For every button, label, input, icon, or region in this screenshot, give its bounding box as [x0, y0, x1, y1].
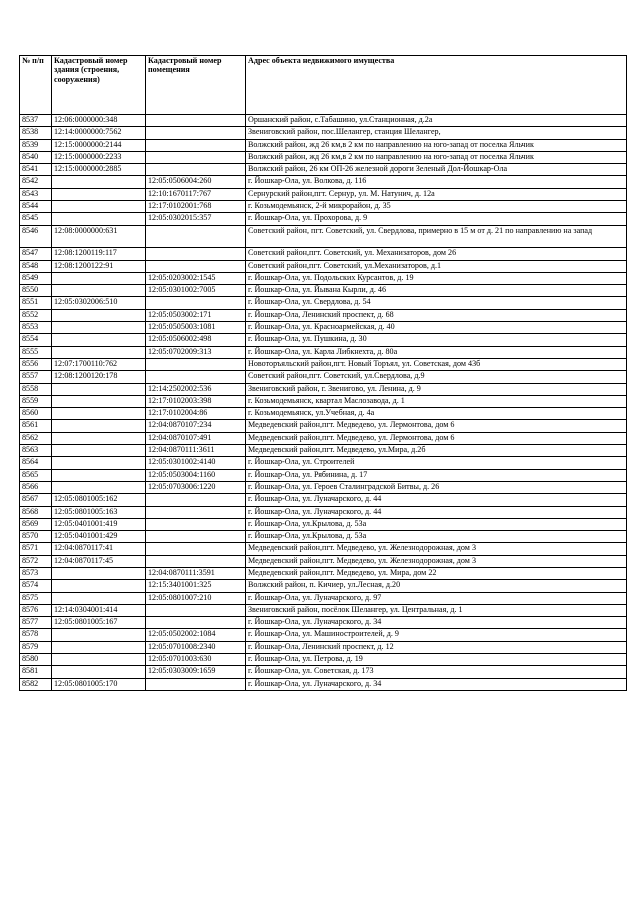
row-number: 8550 [20, 285, 52, 297]
property-address: Новоторъяльский район,пгт. Новый Торъял, ул. Советская, дом 43б [246, 358, 627, 370]
table-row [20, 543, 627, 555]
table-row [20, 580, 627, 592]
building-cadastral-number [52, 408, 146, 420]
property-address: Советский район,пгт. Советский, ул.Свердлова, д.9 [246, 371, 627, 383]
row-number: 8577 [20, 617, 52, 629]
property-address: г. Йошкар-Ола, ул. Йывана Кырли, д. 46 [246, 285, 627, 297]
room-cadastral-number [146, 494, 246, 506]
building-cadastral-number: 12:07:1700110:762 [52, 358, 146, 370]
property-address: Оршанский район, с.Табашино, ул.Станционная, д.2а [246, 115, 627, 127]
property-address: г. Йошкар-Ола, ул. Машиностроителей, д. 9 [246, 629, 627, 641]
property-address: Волжский район, жд 26 км,в 2 км по направлению на юго-запад от поселка Яльчик [246, 139, 627, 151]
table-row [20, 666, 627, 678]
table-row [20, 334, 627, 346]
room-cadastral-number: 12:05:0701008:2340 [146, 641, 246, 653]
property-address: Волжский район, п. Кичиер, ул.Лесная, д.20 [246, 580, 627, 592]
building-cadastral-number [52, 201, 146, 213]
table-row [20, 127, 627, 139]
room-cadastral-number: 12:10:1670117:767 [146, 188, 246, 200]
table-row [20, 481, 627, 493]
building-cadastral-number [52, 383, 146, 395]
row-number: 8573 [20, 567, 52, 579]
building-cadastral-number: 12:05:0801005:163 [52, 506, 146, 518]
row-number: 8538 [20, 127, 52, 139]
row-number: 8547 [20, 248, 52, 260]
row-number: 8581 [20, 666, 52, 678]
row-number: 8542 [20, 176, 52, 188]
row-number: 8540 [20, 151, 52, 163]
row-number: 8580 [20, 654, 52, 666]
room-cadastral-number [146, 225, 246, 248]
building-cadastral-number [52, 432, 146, 444]
room-cadastral-number: 12:05:0503002:171 [146, 309, 246, 321]
building-cadastral-number: 12:14:0304001:414 [52, 604, 146, 616]
building-cadastral-number: 12:08:1200120:178 [52, 371, 146, 383]
table-row [20, 592, 627, 604]
table-row [20, 678, 627, 690]
row-number: 8572 [20, 555, 52, 567]
property-address: г. Йошкар-Ола, ул. Строителей [246, 457, 627, 469]
room-cadastral-number: 12:05:0701003:630 [146, 654, 246, 666]
room-cadastral-number [146, 297, 246, 309]
room-cadastral-number: 12:05:0502002:1084 [146, 629, 246, 641]
table-row [20, 297, 627, 309]
row-number: 8563 [20, 445, 52, 457]
room-cadastral-number [146, 248, 246, 260]
building-cadastral-number [52, 641, 146, 653]
building-cadastral-number [52, 188, 146, 200]
table-row [20, 604, 627, 616]
header-address: Адрес объекта недвижимого имущества [246, 56, 627, 115]
header-num: № п/п [20, 56, 52, 115]
building-cadastral-number: 12:08:0000000:631 [52, 225, 146, 248]
table-row [20, 285, 627, 297]
room-cadastral-number: 12:05:0505003:1081 [146, 322, 246, 334]
row-number: 8552 [20, 309, 52, 321]
property-address: Медведевский район,пгт. Медведево, ул. Лермонтова, дом 6 [246, 432, 627, 444]
table-row [20, 309, 627, 321]
property-address: г. Йошкар-Ола, ул. Красноармейская, д. 40 [246, 322, 627, 334]
row-number: 8562 [20, 432, 52, 444]
room-cadastral-number [146, 260, 246, 272]
building-cadastral-number: 12:05:0801005:167 [52, 617, 146, 629]
building-cadastral-number [52, 567, 146, 579]
row-number: 8543 [20, 188, 52, 200]
row-number: 8567 [20, 494, 52, 506]
row-number: 8561 [20, 420, 52, 432]
header-room-cadastral: Кадастровый номер помещения [146, 56, 246, 115]
building-cadastral-number [52, 666, 146, 678]
property-registry-table [19, 55, 627, 691]
room-cadastral-number: 12:17:0102003:398 [146, 395, 246, 407]
table-row [20, 346, 627, 358]
room-cadastral-number: 12:05:0801007:210 [146, 592, 246, 604]
property-address: г. Йошкар-Ола, Ленинский проспект, д. 68 [246, 309, 627, 321]
property-address: Звениговский район, посёлок Шелангер, ул. Центральная, д. 1 [246, 604, 627, 616]
property-address: Звениговский район, пос.Шелангер, станция Шелангер, [246, 127, 627, 139]
property-address: Советский район,пгт. Советский, ул. Механизаторов, дом 26 [246, 248, 627, 260]
room-cadastral-number [146, 164, 246, 176]
room-cadastral-number: 12:05:0301002:4140 [146, 457, 246, 469]
table-row [20, 629, 627, 641]
row-number: 8558 [20, 383, 52, 395]
row-number: 8568 [20, 506, 52, 518]
property-address: Волжский район, 26 км ОП-26 железной дороги Зеленый Дол-Йошкар-Ола [246, 164, 627, 176]
table-row [20, 272, 627, 284]
property-address: г. Йошкар-Ола, ул. Луначарского, д. 34 [246, 678, 627, 690]
property-address: Советский район,пгт. Советский, ул.Механизаторов, д.1 [246, 260, 627, 272]
property-address: г. Йошкар-Ола, ул. Героев Сталинградской Битвы, д. 26 [246, 481, 627, 493]
property-address: г. Йошкар-Ола, ул. Петрова, д. 19 [246, 654, 627, 666]
property-address: г. Йошкар-Ола, ул. Луначарского, д. 44 [246, 506, 627, 518]
property-address: г. Йошкар-Ола, ул. Свердлова, д. 54 [246, 297, 627, 309]
building-cadastral-number: 12:15:0000000:2885 [52, 164, 146, 176]
table-row [20, 383, 627, 395]
table-row [20, 567, 627, 579]
table-row [20, 201, 627, 213]
row-number: 8553 [20, 322, 52, 334]
row-number: 8582 [20, 678, 52, 690]
building-cadastral-number [52, 309, 146, 321]
building-cadastral-number [52, 469, 146, 481]
row-number: 8545 [20, 213, 52, 225]
row-number: 8537 [20, 115, 52, 127]
property-address: Медведевский район,пгт. Медведево, ул. Лермонтова, дом 6 [246, 420, 627, 432]
property-address: г. Йошкар-Ола, ул. Подольских Курсантов, д. 19 [246, 272, 627, 284]
table-row [20, 432, 627, 444]
property-address: г. Йошкар-Ола, Ленинский проспект, д. 12 [246, 641, 627, 653]
room-cadastral-number: 12:04:0870107:491 [146, 432, 246, 444]
building-cadastral-number: 12:05:0801005:162 [52, 494, 146, 506]
table-row [20, 225, 627, 248]
table-row [20, 654, 627, 666]
room-cadastral-number: 12:05:0203002:1545 [146, 272, 246, 284]
property-address: г. Йошкар-Ола, ул. Карла Либкнехта, д. 80а [246, 346, 627, 358]
row-number: 8570 [20, 531, 52, 543]
room-cadastral-number: 12:04:0870111:3611 [146, 445, 246, 457]
row-number: 8555 [20, 346, 52, 358]
table-row [20, 518, 627, 530]
room-cadastral-number: 12:05:0506002:498 [146, 334, 246, 346]
room-cadastral-number: 12:05:0303009:1659 [146, 666, 246, 678]
room-cadastral-number: 12:05:0503004:1160 [146, 469, 246, 481]
table-row [20, 395, 627, 407]
table-row [20, 371, 627, 383]
building-cadastral-number: 12:15:0000000:2233 [52, 151, 146, 163]
table-row [20, 506, 627, 518]
room-cadastral-number [146, 371, 246, 383]
room-cadastral-number [146, 543, 246, 555]
table-row [20, 358, 627, 370]
building-cadastral-number: 12:05:0401001:429 [52, 531, 146, 543]
building-cadastral-number [52, 213, 146, 225]
room-cadastral-number [146, 531, 246, 543]
room-cadastral-number: 12:05:0703006:1220 [146, 481, 246, 493]
property-address: г. Козьмодемьянск, квартал Маслозавода, д. 1 [246, 395, 627, 407]
table-row [20, 420, 627, 432]
building-cadastral-number [52, 334, 146, 346]
row-number: 8571 [20, 543, 52, 555]
building-cadastral-number: 12:06:0000000:348 [52, 115, 146, 127]
row-number: 8559 [20, 395, 52, 407]
table-row [20, 260, 627, 272]
room-cadastral-number [146, 115, 246, 127]
row-number: 8539 [20, 139, 52, 151]
table-row [20, 445, 627, 457]
row-number: 8576 [20, 604, 52, 616]
row-number: 8546 [20, 225, 52, 248]
table-row [20, 641, 627, 653]
room-cadastral-number [146, 139, 246, 151]
property-address: Медведевский район,пгт. Медведево, ул. Железнодорожная, дом 3 [246, 543, 627, 555]
table-row [20, 115, 627, 127]
property-address: г. Йошкар-Ола, ул. Луначарского, д. 34 [246, 617, 627, 629]
building-cadastral-number [52, 272, 146, 284]
building-cadastral-number [52, 654, 146, 666]
row-number: 8541 [20, 164, 52, 176]
table-row [20, 188, 627, 200]
building-cadastral-number [52, 176, 146, 188]
table-row [20, 213, 627, 225]
room-cadastral-number [146, 555, 246, 567]
property-address: г. Козьмодемьянск, 2-й микрорайон, д. 35 [246, 201, 627, 213]
room-cadastral-number: 12:05:0506004:260 [146, 176, 246, 188]
building-cadastral-number: 12:04:0870117:41 [52, 543, 146, 555]
room-cadastral-number: 12:14:2502002:536 [146, 383, 246, 395]
room-cadastral-number: 12:04:0870111:3591 [146, 567, 246, 579]
row-number: 8564 [20, 457, 52, 469]
building-cadastral-number: 12:05:0801005:170 [52, 678, 146, 690]
room-cadastral-number: 12:04:0870107:234 [146, 420, 246, 432]
property-address: г. Йошкар-Ола, ул. Пушкина, д. 30 [246, 334, 627, 346]
property-address: Медведевский район,пгт. Медведево, ул. Мира, дом 22 [246, 567, 627, 579]
building-cadastral-number: 12:05:0401001:419 [52, 518, 146, 530]
building-cadastral-number: 12:15:0000000:2144 [52, 139, 146, 151]
building-cadastral-number [52, 395, 146, 407]
room-cadastral-number [146, 358, 246, 370]
table-row [20, 555, 627, 567]
building-cadastral-number [52, 592, 146, 604]
building-cadastral-number: 12:04:0870117:45 [52, 555, 146, 567]
property-address: Сернурский район,пгт. Сернур, ул. М. Натунич, д. 12а [246, 188, 627, 200]
row-number: 8578 [20, 629, 52, 641]
header-building-cadastral: Кадастровый номер здания (строения, сооружения) [52, 56, 146, 115]
room-cadastral-number [146, 151, 246, 163]
property-address: Советский район, пгт. Советский, ул. Свердлова, примерно в 15 м от д. 21 по направлению на запад [246, 225, 627, 248]
property-address: г. Йошкар-Ола, ул. Волкова, д. 116 [246, 176, 627, 188]
property-address: г. Йошкар-Ола, ул. Луначарского, д. 97 [246, 592, 627, 604]
row-number: 8554 [20, 334, 52, 346]
table-body [20, 115, 627, 691]
property-address: г. Козьмодемьянск, ул.Учебная, д. 4а [246, 408, 627, 420]
property-address: Медведевский район,пгт. Медведево, ул. Железнодорожная, дом 3 [246, 555, 627, 567]
property-address: г. Йошкар-Ола, ул.Крылова, д. 53а [246, 531, 627, 543]
row-number: 8569 [20, 518, 52, 530]
header-row [20, 56, 627, 115]
building-cadastral-number: 12:05:0302006:510 [52, 297, 146, 309]
table-row [20, 151, 627, 163]
property-address: Медведевский район,пгт. Медведево, ул.Мира, д.2б [246, 445, 627, 457]
table-row [20, 469, 627, 481]
row-number: 8566 [20, 481, 52, 493]
table-row [20, 617, 627, 629]
building-cadastral-number [52, 481, 146, 493]
property-address: г. Йошкар-Ола, ул. Луначарского, д. 44 [246, 494, 627, 506]
row-number: 8575 [20, 592, 52, 604]
building-cadastral-number: 12:08:1200119:117 [52, 248, 146, 260]
table-row [20, 457, 627, 469]
property-address: г. Йошкар-Ола, ул.Крылова, д. 53а [246, 518, 627, 530]
property-address: г. Йошкар-Ола, ул. Рябинина, д. 17 [246, 469, 627, 481]
building-cadastral-number [52, 322, 146, 334]
room-cadastral-number [146, 518, 246, 530]
property-address: г. Йошкар-Ола, ул. Прохорова, д. 9 [246, 213, 627, 225]
building-cadastral-number [52, 346, 146, 358]
room-cadastral-number: 12:05:0301002:7005 [146, 285, 246, 297]
property-address: Звениговский район, г. Звенигово, ул. Ленина, д. 9 [246, 383, 627, 395]
building-cadastral-number: 12:14:0000000:7562 [52, 127, 146, 139]
table-row [20, 494, 627, 506]
building-cadastral-number [52, 420, 146, 432]
room-cadastral-number: 12:15:3401001:325 [146, 580, 246, 592]
building-cadastral-number [52, 580, 146, 592]
room-cadastral-number [146, 604, 246, 616]
row-number: 8544 [20, 201, 52, 213]
row-number: 8549 [20, 272, 52, 284]
room-cadastral-number: 12:05:0302015:357 [146, 213, 246, 225]
row-number: 8548 [20, 260, 52, 272]
row-number: 8557 [20, 371, 52, 383]
table-row [20, 531, 627, 543]
table-row [20, 322, 627, 334]
row-number: 8574 [20, 580, 52, 592]
building-cadastral-number [52, 629, 146, 641]
room-cadastral-number [146, 127, 246, 139]
building-cadastral-number: 12:08:1200122:91 [52, 260, 146, 272]
building-cadastral-number [52, 445, 146, 457]
table-row [20, 408, 627, 420]
row-number: 8579 [20, 641, 52, 653]
row-number: 8560 [20, 408, 52, 420]
row-number: 8556 [20, 358, 52, 370]
building-cadastral-number [52, 457, 146, 469]
row-number: 8565 [20, 469, 52, 481]
table-row [20, 139, 627, 151]
table-row [20, 164, 627, 176]
room-cadastral-number [146, 678, 246, 690]
table-row [20, 176, 627, 188]
room-cadastral-number [146, 617, 246, 629]
property-address: Волжский район, жд 26 км,в 2 км по направлению на юго-запад от поселка Яльчик [246, 151, 627, 163]
room-cadastral-number: 12:17:0102001:768 [146, 201, 246, 213]
room-cadastral-number: 12:05:0702009:313 [146, 346, 246, 358]
property-address: г. Йошкар-Ола, ул. Советская, д. 173 [246, 666, 627, 678]
table-row [20, 248, 627, 260]
room-cadastral-number: 12:17:0102004:86 [146, 408, 246, 420]
room-cadastral-number [146, 506, 246, 518]
building-cadastral-number [52, 285, 146, 297]
row-number: 8551 [20, 297, 52, 309]
